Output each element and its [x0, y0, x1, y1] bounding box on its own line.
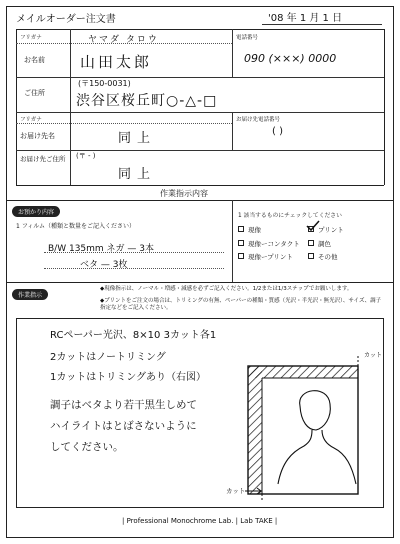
cut-arrow-icon: [244, 487, 264, 495]
furigana-label: フリガナ: [20, 35, 42, 41]
shiji-divider: [6, 282, 394, 283]
delivery-furigana-label: フリガナ: [20, 117, 42, 123]
cut-top-label: カット: [364, 352, 382, 359]
option-dev-print-checkbox[interactable]: [238, 253, 244, 259]
footer-text: | Professional Monochrome Lab. | Lab TAKE |: [122, 517, 278, 525]
instruction-line-5[interactable]: ハイライトはとばさないように: [50, 420, 197, 432]
option-other-checkbox[interactable]: [308, 253, 314, 259]
azukari-pill: お預かり内容: [12, 206, 60, 217]
delivery-phone-value[interactable]: ( ): [272, 126, 283, 137]
form-title: メイルオーダー注文書: [16, 14, 116, 25]
check-col-divider: [232, 200, 233, 282]
delivery-postal-value[interactable]: (〒 - ): [76, 152, 96, 160]
instruction-line-3[interactable]: 1カットはトリミングあり（右図）: [50, 372, 207, 383]
instruction-line-6[interactable]: してください。: [50, 441, 124, 453]
film-line-2[interactable]: ベタ — 3枚: [80, 260, 128, 270]
delivery-phone-label: お届け先電話番号: [236, 117, 281, 123]
name-label: お名前: [24, 56, 45, 64]
film-underline-2: [44, 268, 224, 269]
furigana-value[interactable]: ヤマダ タロウ: [88, 35, 159, 45]
form-date[interactable]: '08 年 1 月 1 日: [268, 13, 343, 24]
customer-block-right: [384, 29, 385, 185]
instruction-line-1[interactable]: RCペーパー光沢、8×10 3カット各1: [50, 330, 217, 341]
phone-label: 電話番号: [236, 35, 259, 41]
phone-value[interactable]: 090 (×××) 0000: [244, 52, 337, 65]
instruction-line-4[interactable]: 調子はベタより若干黒生しめて: [50, 399, 197, 411]
film-label: 1 フィルム（種類と数量をご記入ください）: [16, 223, 136, 230]
cut-bottom-label: カット: [226, 487, 246, 495]
customer-block-top: [16, 29, 384, 30]
note-develop: ◆現像指示は、ノーマル・増感・減感を必ずご記入ください。1/2または1/3ステップでお願いします。: [100, 286, 353, 292]
label-col-divider: [70, 29, 71, 185]
row-divider-2: [16, 112, 384, 113]
phone-col-divider: [232, 29, 233, 77]
date-underline: [262, 24, 382, 25]
option-toning-checkbox[interactable]: [308, 240, 314, 246]
option-toning-label: 調色: [318, 240, 331, 248]
work-section-title: 作業指示内容: [160, 189, 208, 198]
address-label: ご住所: [24, 89, 45, 97]
delivery-phone-col-divider: [232, 112, 233, 150]
option-develop-label: 現像: [248, 226, 261, 234]
row-divider-1: [16, 77, 384, 78]
option-print-label: プリント: [318, 226, 344, 234]
customer-block-bottom: [16, 185, 384, 186]
work-section-divider: [6, 200, 394, 201]
film-underline-1: [44, 252, 224, 253]
print-check-mark-icon: [306, 220, 320, 232]
note-print: ◆プリントをご注文の場合は、トリミングの有無、ペーパーの種類・質感（光沢・半光沢・無光沢）、サイズ、調子指定などをご記入ください。: [100, 298, 382, 311]
option-dev-print-label: 現像ープリント: [248, 253, 293, 261]
customer-block-left: [16, 29, 17, 185]
shiji-pill: 作業指示: [12, 289, 48, 300]
instruction-line-2[interactable]: 2カットはノートリミング: [50, 352, 166, 363]
option-contact-label: 現像ーコンタクト: [248, 240, 300, 248]
option-contact-checkbox[interactable]: [238, 240, 244, 246]
option-other-label: その他: [318, 253, 338, 261]
trimming-diagram: [238, 344, 378, 504]
delivery-name-value[interactable]: 同上: [118, 131, 157, 146]
delivery-furigana-divider: [16, 123, 232, 124]
option-develop-checkbox[interactable]: [238, 226, 244, 232]
row-divider-3: [16, 150, 384, 151]
delivery-address-value[interactable]: 同上: [118, 167, 157, 182]
name-value[interactable]: 山田太郎: [80, 53, 153, 71]
postal-value[interactable]: (〒150-0031): [78, 79, 131, 88]
delivery-address-label: お届け先ご住所: [20, 155, 66, 163]
delivery-name-label: お届け先名: [20, 132, 55, 140]
check-note: 1 該当するものにチェックしてください: [238, 213, 342, 219]
address-value[interactable]: 渋谷区桜丘町○-△-□: [76, 93, 218, 109]
film-line-1[interactable]: B/W 135mm ネガ — 3本: [48, 244, 154, 254]
